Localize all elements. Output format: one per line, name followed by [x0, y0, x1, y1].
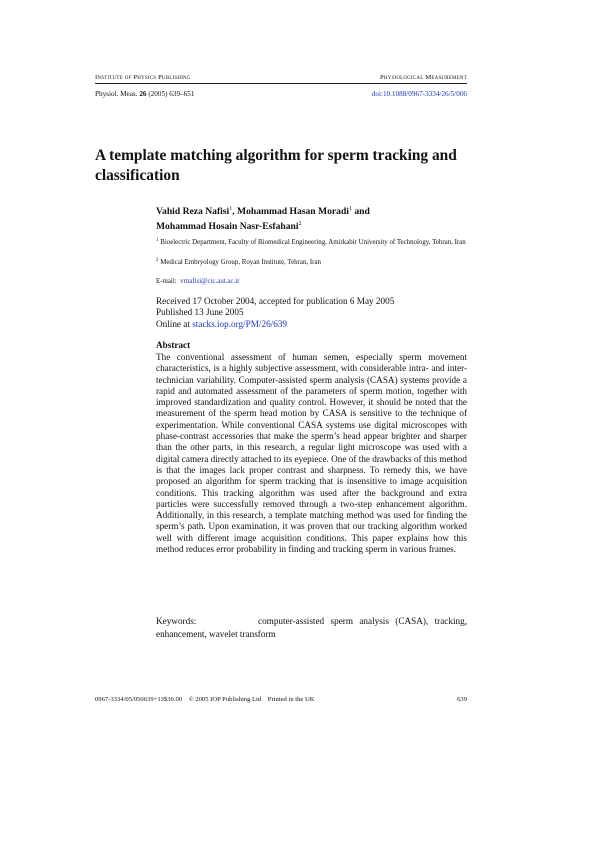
affiliation-2 — [156, 256, 467, 268]
header-rule — [95, 83, 467, 84]
keywords-label: Keywords: — [156, 616, 197, 626]
footer-issn: 0967-3334/05/050639+13$30.00 — [95, 696, 183, 703]
citation-journal: Physiol. Meas. — [95, 90, 138, 98]
keywords-text: computer-assisted sperm analysis (CASA), tracking, enhancement, wavelet transform — [156, 616, 467, 639]
citation-volume: 26 — [139, 90, 147, 98]
author-2: Mohammad Hasan Moradi — [237, 206, 349, 217]
author-2-affiliation-mark: 1 — [348, 206, 352, 212]
affiliation-2-text: Medical Embryology Group, Royan Institute, Tehran, Iran — [160, 259, 321, 266]
online-prefix: Online at — [156, 318, 193, 329]
page-number: 639 — [457, 696, 467, 703]
affiliation-1-mark: 1 — [156, 238, 159, 243]
received-date: Received 17 October 2004, accepted for publication 6 May 2005 — [156, 296, 395, 306]
page-title: A template matching algorithm for sperm tracking and classification — [95, 147, 457, 184]
email-link[interactable]: vrnafisi@cic.aut.ac.ir — [180, 278, 240, 285]
keywords — [156, 615, 467, 640]
author-3: Mohammad Hosain Nasr-Esfahani — [156, 221, 299, 232]
email-line — [156, 278, 239, 285]
author-1-affiliation-mark: 1 — [229, 206, 233, 212]
online-line — [156, 319, 467, 330]
footer-line — [95, 696, 315, 703]
affiliation-1-text: Bioelectric Department, Faculty of Biomedical Engineering, Amirkabir University of Technology, Tehran, Iran — [160, 239, 466, 246]
publication-dates — [156, 296, 467, 330]
author-1: Vahid Reza Nafisi — [156, 206, 230, 217]
abstract-text: The conventional assessment of human semen, especially sperm movement characteristics, is a highly subjective assessment, with considerable intra- and inter-technician variability. Computer-assisted sperm analysis (CASA) systems provide a rapid and automated assessment of the parameters of sperm motion, together with improved standardization and quality control. However, it should be noted that the measurement of the sperm head motion by CASA is sensitive to the technique of experimentation. While conventional CASA systems use digital microscopes with phase-contrast accessories that make the sperm’s head appear brighter and sharper than the other parts, in this research, a regular light microscope was used with a digital camera directly attached to its eyepiece. One of the drawbacks of this method is that the images lack proper contrast and sharpness. To remedy this, we have proposed an algorithm for sperm tracking that is insensitive to image acquisition conditions. This tracking algorithm was used after the background and extra particles were successfully removed through a two-step enhancement algorithm. Additionally, in this research, a template matching method was used for finding the sperm’s path. Upon examination, it was proven that our tracking algorithm worked well with different image acquisition conditions. This paper explains how this method reduces error probability in finding and tracking sperm in various frames. — [156, 352, 467, 555]
footer-printed: Printed in the UK — [267, 696, 315, 703]
affiliation-1 — [156, 236, 467, 248]
citation-line — [95, 90, 194, 98]
journal-name: Physiological Measurement — [379, 74, 467, 81]
abstract-heading: Abstract — [156, 340, 191, 350]
doi-link[interactable]: doi:10.1088/0967-3334/26/5/006 — [371, 90, 467, 98]
author-list: Vahid Reza Nafisi$^1$, Mohammad Hasan Moradi$^1$ and Mohammad Hosain Nasr-Esfahani$^2$ — [156, 206, 370, 232]
author-conjunction: and — [351, 206, 370, 217]
citation-pages: (2005) 639–651 — [148, 90, 195, 98]
online-link[interactable]: stacks.iop.org/PM/26/639 — [192, 318, 288, 329]
email-label: E-mail: — [156, 278, 177, 285]
published-date: Published 13 June 2005 — [156, 307, 244, 318]
footer-copyright: © 2005 IOP Publishing Ltd — [188, 696, 262, 703]
author-3-affiliation-mark: 2 — [298, 221, 302, 227]
affiliation-2-mark: 2 — [156, 258, 159, 263]
publisher-name: Institute of Physics Publishing — [95, 74, 191, 81]
